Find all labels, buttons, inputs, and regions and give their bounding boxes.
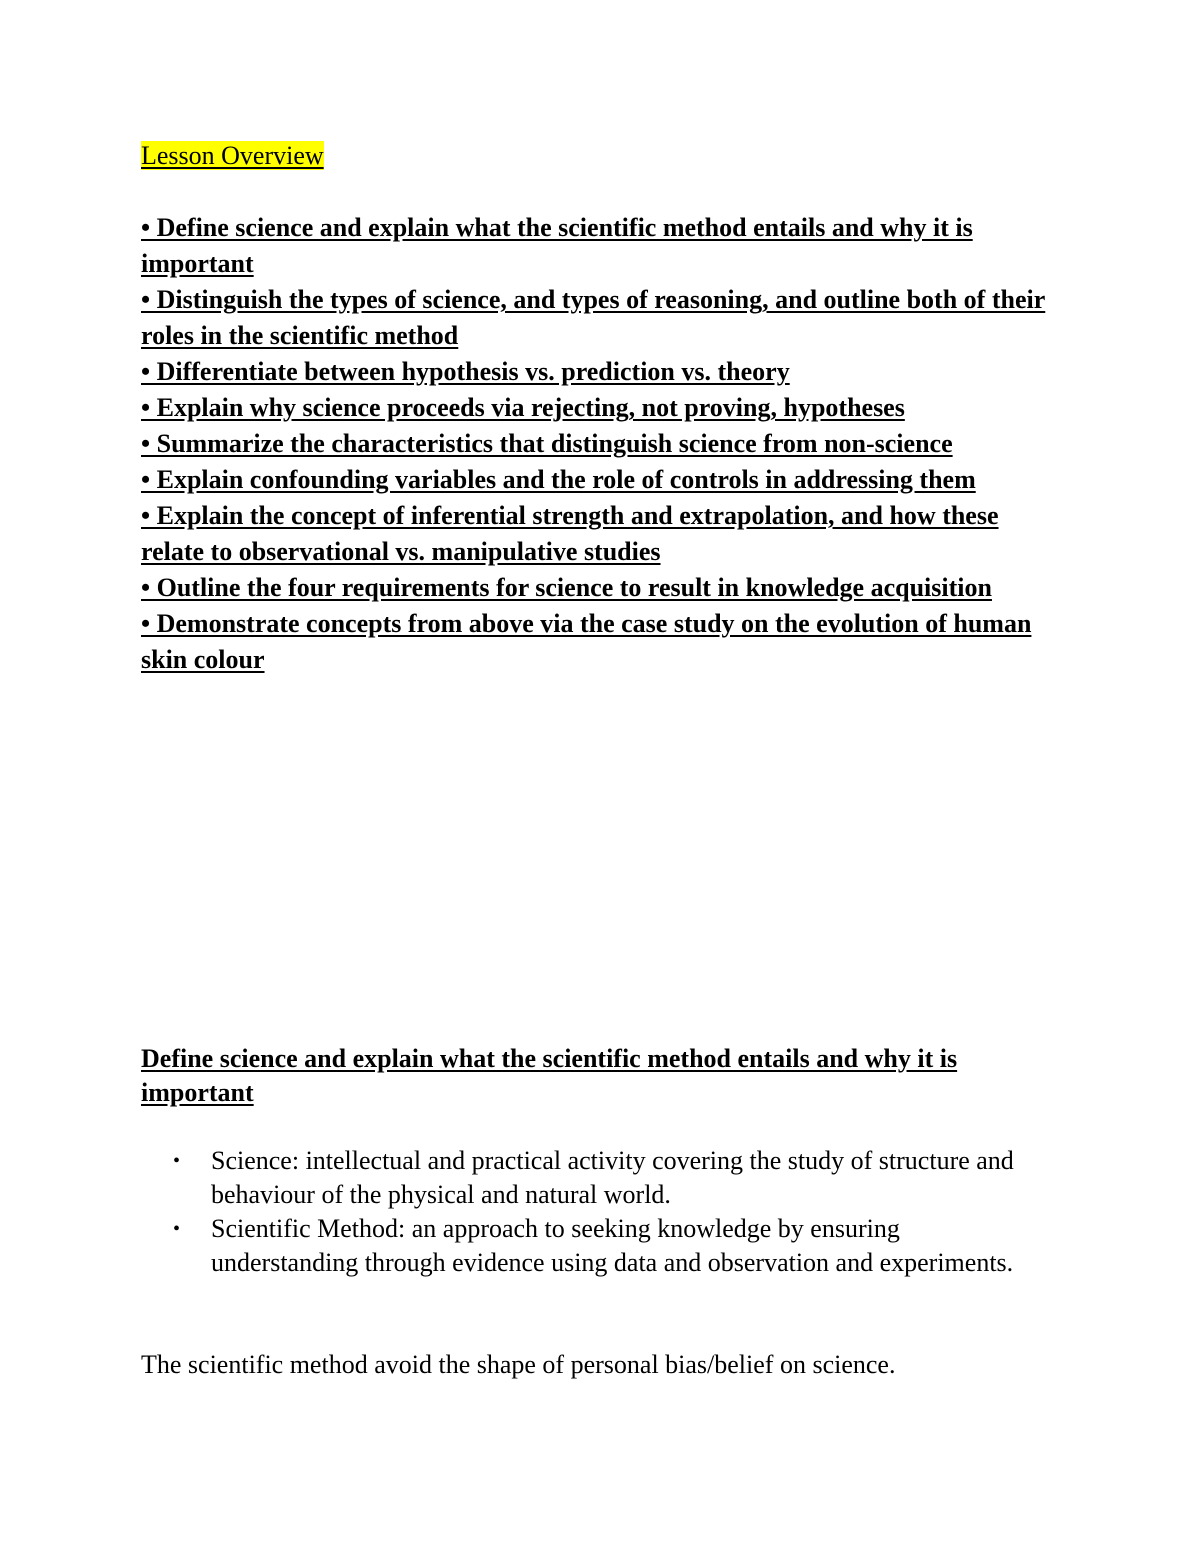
overview-item-rejecting-hypotheses: • Explain why science proceeds via rejecting, not proving, hypotheses — [141, 393, 905, 422]
overview-item-four-requirements: • Outline the four requirements for science to result in knowledge acquisition — [141, 573, 992, 602]
overview-item-science-vs-nonscience: • Summarize the characteristics that distinguish science from non-science — [141, 429, 953, 458]
bullet-icon: • — [173, 1218, 181, 1240]
lesson-overview-list — [141, 210, 1061, 678]
definition-item-scientific-method — [141, 1212, 1021, 1280]
document-page — [141, 138, 1071, 1379]
bullet-icon: • — [173, 1150, 181, 1172]
definition-list — [141, 1144, 1021, 1280]
overview-item-types-of-science: • Distinguish the types of science, and types of reasoning, and outline both of their roles in the scientific method — [141, 285, 1046, 350]
highlighted-title-text: Lesson Overview — [141, 141, 324, 170]
definition-item-science — [141, 1144, 1021, 1212]
overview-item-case-study: • Demonstrate concepts from above via the case study on the evolution of human skin colour — [141, 609, 1032, 674]
overview-item-confounding-variables: • Explain confounding variables and the role of controls in addressing them — [141, 465, 976, 494]
overview-item-inferential-strength: • Explain the concept of inferential strength and extrapolation, and how these relate to observational vs. manipulative studies — [141, 501, 999, 566]
definition-text: Scientific Method: an approach to seeking knowledge by ensuring understanding through evidence using data and observation and experiments. — [211, 1214, 1014, 1277]
lesson-overview-title — [141, 138, 324, 174]
closing-paragraph: The scientific method avoid the shape of personal bias/belief on science. — [141, 1350, 896, 1379]
section-heading: Define science and explain what the scientific method entails and why it is important — [141, 1044, 958, 1107]
overview-item-hypothesis-prediction-theory: • Differentiate between hypothesis vs. prediction vs. theory — [141, 357, 790, 386]
definition-text: Science: intellectual and practical activity covering the study of structure and behaviour of the physical and natural world. — [211, 1146, 1014, 1209]
overview-item-define-science: • Define science and explain what the scientific method entails and why it is important — [141, 213, 973, 278]
